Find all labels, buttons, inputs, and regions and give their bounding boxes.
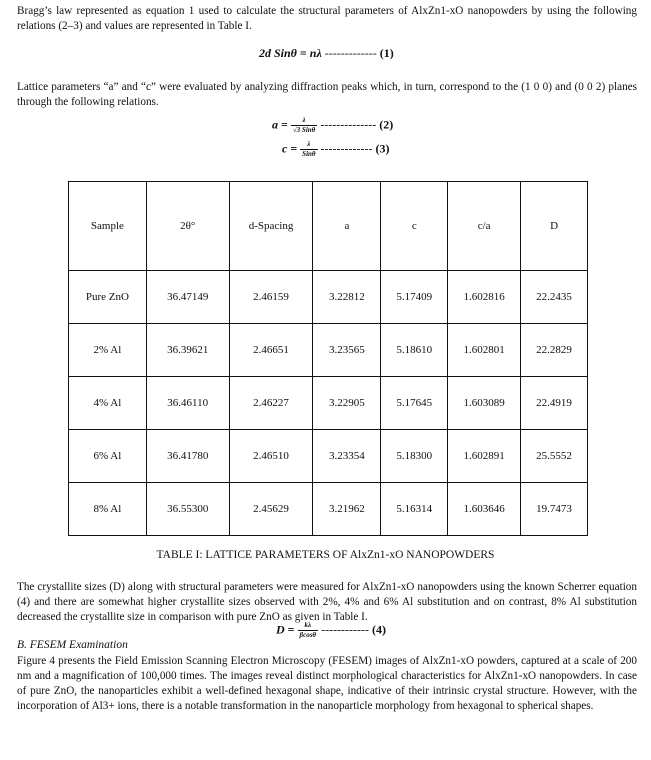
- eq3-lhs: c: [282, 141, 288, 156]
- table-cell: 5.17645: [381, 377, 448, 430]
- table-cell: 1.602801: [448, 324, 521, 377]
- lattice-paragraph: Lattice parameters “a” and “c” were evaluated by analyzing diffraction peaks which, in turn, correspond to the (1 0 0) and (0 0 2) planes through the following relations.: [17, 81, 637, 108]
- header-d-spacing: d-Spacing: [229, 182, 313, 271]
- table-cell: 36.41780: [146, 430, 229, 483]
- eq4-denominator: βcosθ: [299, 631, 317, 639]
- eq4-fraction: [298, 621, 319, 640]
- table-cell: Pure ZnO: [69, 271, 147, 324]
- eq4-lhs: D: [276, 622, 285, 637]
- eq4-dashes: ------------: [321, 622, 370, 637]
- table-cell: 4% Al: [69, 377, 147, 430]
- intro-paragraph: Bragg’s law represented as equation 1 used to calculate the structural parameters of AlxZn1-xO nanopowders by using the following relations (2–3) and values are represented in Table I.: [17, 5, 637, 32]
- table-row: [69, 430, 588, 483]
- table-cell: 5.18610: [381, 324, 448, 377]
- eq2-denominator: √3 Sinθ: [292, 126, 316, 134]
- section-heading: B. FESEM Examination: [17, 639, 128, 651]
- table-row: [69, 324, 588, 377]
- table-cell: 2.46510: [229, 430, 313, 483]
- table-row: [69, 377, 588, 430]
- eq2-numerator: λ: [291, 116, 317, 126]
- fesem-paragraph: Figure 4 presents the Field Emission Scanning Electron Microscopy (FESEM) images of AlxZn1-xO powders, captured at a scale of 200 nm and a magnification of 100,000 times. The images reveal distinct morphological characteristics for AlxZn1-xO nanopowders. In case of pure ZnO, the nanoparticles exhibit a well-defined hexagonal shape, indicative of their intrinsic crystal structure. However, with the incorporation of Al3+ ions, there is a notable transformation in the nanoparticle morphology from hexagonal to spherical shapes.: [17, 655, 637, 712]
- header-d: D: [521, 182, 588, 271]
- table-cell: 36.47149: [146, 271, 229, 324]
- header-a: a: [313, 182, 381, 271]
- table-cell: 5.16314: [381, 483, 448, 536]
- header-sample: Sample: [69, 182, 147, 271]
- table-cell: 3.21962: [313, 483, 381, 536]
- table-cell: 6% Al: [69, 430, 147, 483]
- crystallite-paragraph: The crystallite sizes (D) along with structural parameters were measured for AlxZn1-xO nanopowders using the known Scherrer equation (4) and there are somewhat higher crystallite sizes observed with 2%, 4% and 6% Al substitution and on contrast, 8% Al substitution decreased the crystallite size in comparison with pure ZnO as given in Table I.: [17, 581, 637, 623]
- table-cell: 19.7473: [521, 483, 588, 536]
- table-cell: 1.603089: [448, 377, 521, 430]
- eq2-dashes: --------------: [320, 117, 377, 132]
- table-cell: 1.603646: [448, 483, 521, 536]
- table-cell: 22.2435: [521, 271, 588, 324]
- table-cell: 8% Al: [69, 483, 147, 536]
- eq2-lhs: a: [272, 117, 278, 132]
- table-cell: 3.22812: [313, 271, 381, 324]
- eq2-label: (2): [379, 117, 394, 132]
- eq4-label: (4): [372, 622, 387, 637]
- equation-scherrer: D = $\frac{k\lambda}{\beta\cos\theta}$ ------------ (4): [276, 621, 387, 639]
- eq3-dashes: -------------: [320, 141, 373, 156]
- table-cell: 2.46159: [229, 271, 313, 324]
- table-cell: 3.23354: [313, 430, 381, 483]
- table-cell: 2.45629: [229, 483, 313, 536]
- table-cell: 22.4919: [521, 377, 588, 430]
- eq3-numerator: λ: [300, 140, 317, 150]
- header-c-over-a: c/a: [448, 182, 521, 271]
- table-cell: 2.46651: [229, 324, 313, 377]
- equation-a: a = $\frac{\lambda}{\text{√3 Sinθ}}$ -------------- (2): [272, 116, 394, 134]
- table-cell: 5.18300: [381, 430, 448, 483]
- eq1-rhs: nλ: [309, 46, 322, 60]
- table-cell: 22.2829: [521, 324, 588, 377]
- table-cell: 36.46110: [146, 377, 229, 430]
- lattice-table: [68, 181, 588, 536]
- eq3-label: (3): [375, 141, 390, 156]
- header-two-theta: 2θ°: [146, 182, 229, 271]
- table-cell: 2.46227: [229, 377, 313, 430]
- eq3-fraction: [300, 140, 317, 159]
- table-caption: TABLE I: LATTICE PARAMETERS OF AlxZn1-xO NANOPOWDERS: [156, 549, 495, 561]
- table-row: [69, 483, 588, 536]
- eq2-fraction: [291, 116, 317, 135]
- table-cell: 3.22905: [313, 377, 381, 430]
- equation-bragg: 2d Sinθ = nλ ------------- (1): [259, 46, 394, 60]
- table-cell: 25.5552: [521, 430, 588, 483]
- eq4-numerator: kλ: [298, 621, 319, 631]
- table-cell: 5.17409: [381, 271, 448, 324]
- table-cell: 2% Al: [69, 324, 147, 377]
- table-cell: 36.39621: [146, 324, 229, 377]
- header-c: c: [381, 182, 448, 271]
- eq1-label: (1): [379, 46, 394, 60]
- table-header-row: [69, 182, 588, 271]
- table-row: [69, 271, 588, 324]
- eq1-lhs: 2d Sinθ: [259, 46, 297, 60]
- eq1-dashes: -------------: [324, 46, 377, 60]
- equation-c: c = $\frac{\lambda}{\text{Sinθ}}$ ------------- (3): [282, 140, 390, 158]
- table-cell: 36.55300: [146, 483, 229, 536]
- table-cell: 1.602816: [448, 271, 521, 324]
- table-cell: 1.602891: [448, 430, 521, 483]
- eq3-denominator: Sinθ: [302, 150, 316, 158]
- table-cell: 3.23565: [313, 324, 381, 377]
